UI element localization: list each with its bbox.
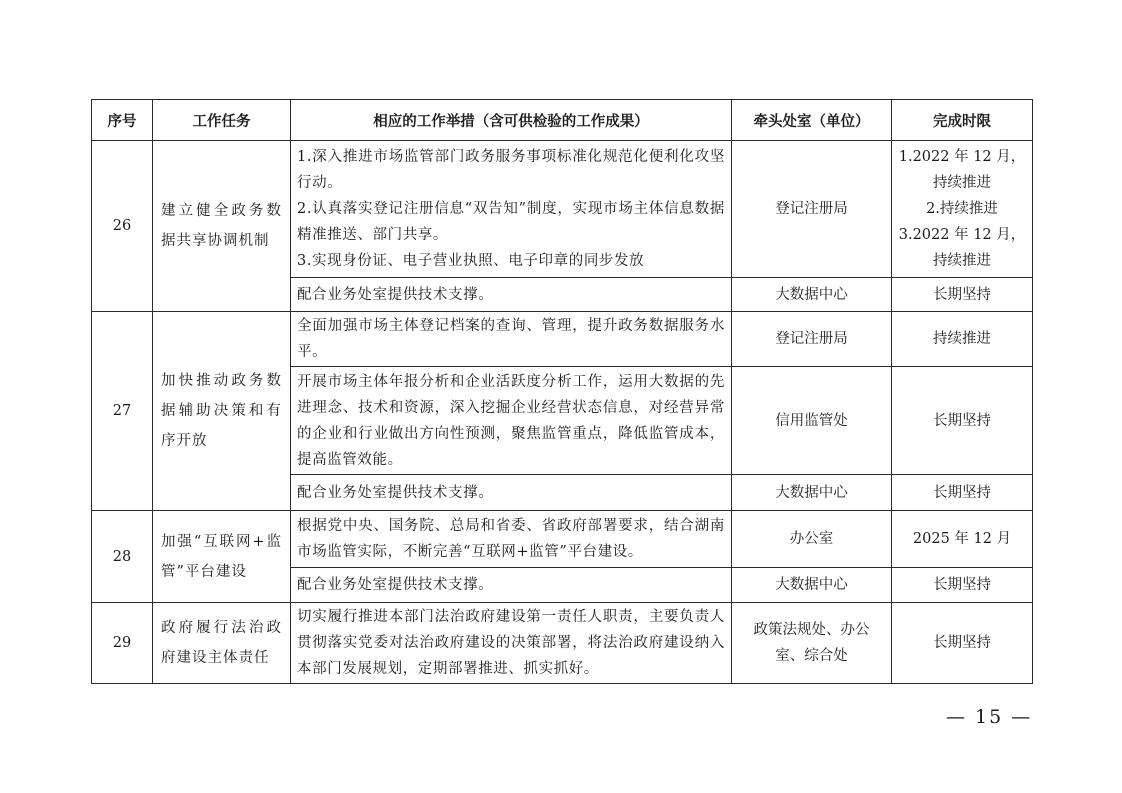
row-measure: 配合业务处室提供技术支撑。	[291, 568, 732, 603]
row-task: 加强“互联网+监管”平台建设	[153, 511, 291, 603]
row-seq: 28	[92, 511, 153, 603]
table-header-row	[92, 100, 1033, 141]
header-measures: 相应的工作举措（含可供检验的工作成果）	[291, 100, 732, 141]
row-deadline: 长期坚持	[892, 475, 1033, 511]
row-deadline: 2025 年 12 月	[892, 511, 1033, 568]
row-measure: 切实履行推进本部门法治政府建设第一责任人职责，主要负责人贯彻落实党委对法治政府建设的决策部署，将法治政府建设纳入本部门发展规划，定期部署推进、抓实抓好。	[291, 603, 732, 684]
row-dept: 大数据中心	[732, 475, 892, 511]
row-deadline: 长期坚持	[892, 603, 1033, 684]
row-measure: 开展市场主体年报分析和企业活跃度分析工作，运用大数据的先进理念、技术和资源，深入挖掘企业经营状态信息，对经营异常的企业和行业做出方向性预测，聚焦监管重点，降低监管成本，提高监管效能。	[291, 367, 732, 475]
row-task: 政府履行法治政府建设主体责任	[153, 603, 291, 684]
row-dept: 登记注册局	[732, 312, 892, 367]
row-dept: 大数据中心	[732, 568, 892, 603]
row-task: 加快推动政务数据辅助决策和有序开放	[153, 312, 291, 511]
row-dept: 大数据中心	[732, 278, 892, 312]
row-seq: 29	[92, 603, 153, 684]
page-number: — 15 —	[946, 706, 1033, 728]
header-seq: 序号	[92, 100, 153, 141]
table-row	[92, 312, 1033, 367]
header-task: 工作任务	[153, 100, 291, 141]
row-dept: 信用监管处	[732, 367, 892, 475]
row-measure: 全面加强市场主体登记档案的查询、管理，提升政务数据服务水平。	[291, 312, 732, 367]
row-deadline: 长期坚持	[892, 278, 1033, 312]
row-seq: 26	[92, 141, 153, 312]
row-deadline: 长期坚持	[892, 367, 1033, 475]
header-deadline: 完成时限	[892, 100, 1033, 141]
row-measure: 配合业务处室提供技术支撑。	[291, 475, 732, 511]
row-dept: 办公室	[732, 511, 892, 568]
header-dept: 牵头处室（单位）	[732, 100, 892, 141]
table-row	[92, 141, 1033, 278]
task-table	[91, 99, 1033, 684]
row-deadline: 长期坚持	[892, 568, 1033, 603]
row-dept: 登记注册局	[732, 141, 892, 278]
row-measure: 1.深入推进市场监管部门政务服务事项标准化规范化便利化攻坚行动。 2.认真落实登记注册信息“双告知”制度，实现市场主体信息数据精准推送、部门共享。 3.实现身份证、电子营业执照、电子印章的同步发放	[291, 141, 732, 278]
row-dept: 政策法规处、办公室、综合处	[732, 603, 892, 684]
row-deadline: 1.2022 年 12 月， 持续推进 2.持续推进 3.2022 年 12 月， 持续推进	[892, 141, 1033, 278]
row-measure: 根据党中央、国务院、总局和省委、省政府部署要求，结合湖南市场监管实际，不断完善“互联网+监管”平台建设。	[291, 511, 732, 568]
row-task: 建立健全政务数据共享协调机制	[153, 141, 291, 312]
row-measure: 配合业务处室提供技术支撑。	[291, 278, 732, 312]
table-row	[92, 603, 1033, 684]
table-row	[92, 511, 1033, 568]
row-seq: 27	[92, 312, 153, 511]
row-deadline: 持续推进	[892, 312, 1033, 367]
